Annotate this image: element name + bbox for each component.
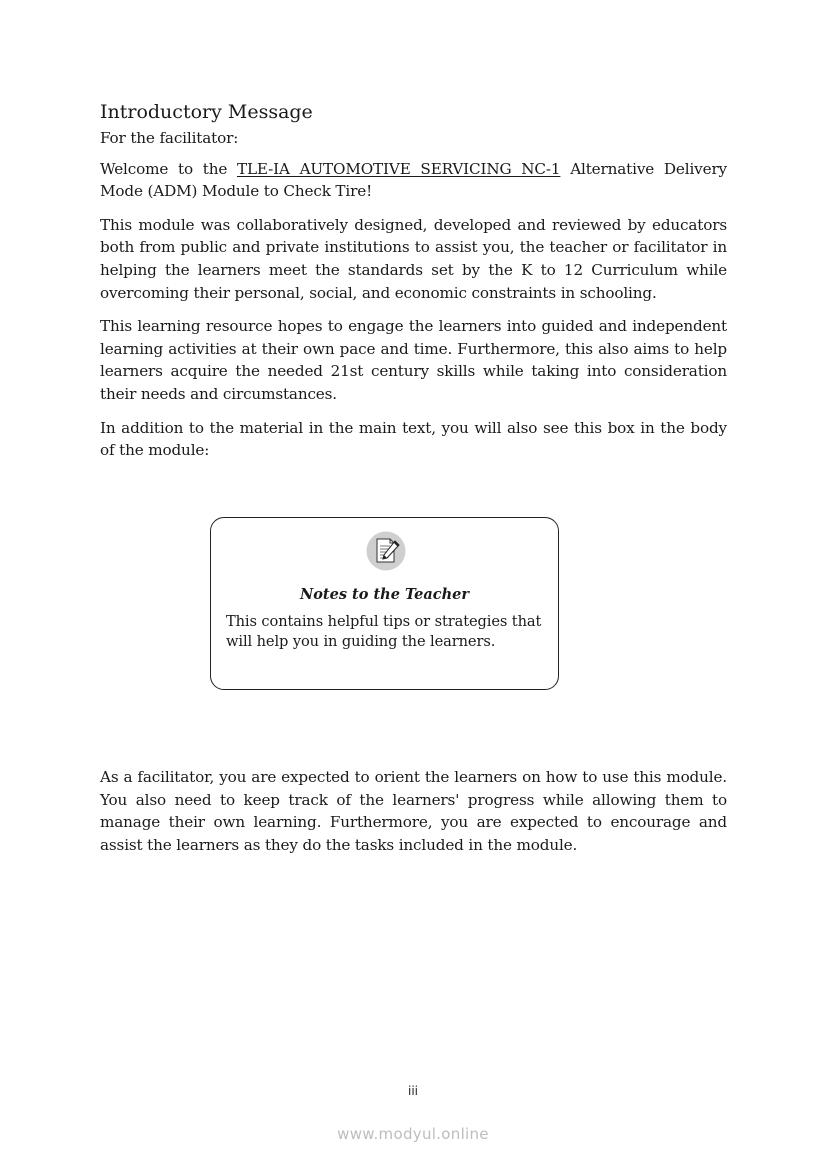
- page-content: [100, 99, 727, 473]
- note-box-title: Notes to the Teacher: [300, 586, 469, 603]
- audience-label: For the facilitator:: [100, 129, 239, 147]
- paragraph-facilitator-role: As a facilitator, you are expected to orient the learners on how to use this module. You also need to keep track of the learners' progress while allowing them to manage their own learning. Furthermore, you are expected to encourage and assist the learners as they do the tasks included in the module.: [100, 768, 727, 854]
- watermark: www.modyul.online: [337, 1125, 489, 1143]
- notes-pencil-icon: [366, 531, 406, 571]
- welcome-paragraph: [100, 158, 727, 203]
- page-title: Introductory Message: [100, 101, 313, 123]
- module-name: TLE-IA AUTOMOTIVE SERVICING NC-1: [237, 159, 561, 178]
- notes-to-teacher-box: [210, 517, 559, 690]
- welcome-suffix: Alternative Delivery Mode (ADM) Module to Check Tire!: [100, 159, 727, 201]
- closing-section: [100, 766, 727, 867]
- paragraph-box-intro: In addition to the material in the main text, you will also see this box in the body of the module:: [100, 418, 727, 460]
- paragraph-goals: This learning resource hopes to engage the learners into guided and independent learning activities at their own pace and time. Furthermore, this also aims to help learners acquire the needed 21st century skills while taking into consideration their needs and circumstances.: [100, 317, 727, 403]
- welcome-prefix: Welcome to the: [100, 159, 237, 178]
- paragraph-purpose: This module was collaboratively designed, developed and reviewed by educators both from public and private institutions to assist you, the teacher or facilitator in helping the learners meet the standards set by the K to 12 Curriculum while overcoming their personal, social, and economic constraints in schooling.: [100, 215, 727, 302]
- note-box-body: This contains helpful tips or strategies that will help you in guiding the learners.: [226, 613, 542, 650]
- page-number: iii: [407, 1084, 418, 1098]
